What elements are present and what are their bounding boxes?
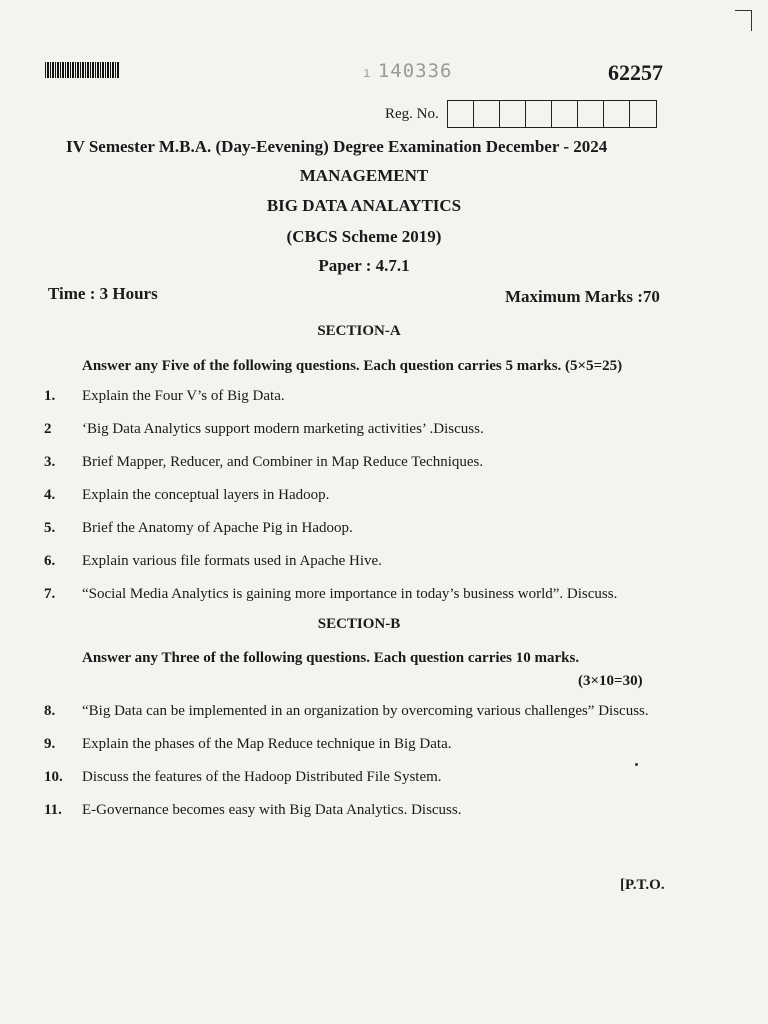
question-number: 8.: [44, 703, 56, 719]
question-text: Explain the conceptual layers in Hadoop.: [82, 487, 330, 503]
barcode-icon: [45, 62, 119, 78]
section-b-heading: SECTION-B: [317, 616, 401, 632]
stamp-number: ı 140336: [363, 60, 453, 82]
question-text: Explain the phases of the Map Reduce technique in Big Data.: [82, 736, 452, 752]
reg-no-box: [448, 101, 474, 127]
question-number: 9.: [44, 736, 56, 752]
reg-no: [385, 100, 657, 128]
question-item: [44, 769, 442, 786]
section-a-heading: SECTION-A: [317, 323, 401, 339]
reg-no-box: [526, 101, 552, 127]
question-number: 10.: [44, 769, 63, 785]
reg-no-box: [630, 101, 656, 127]
question-number: 6.: [44, 553, 56, 569]
question-number: 5.: [44, 520, 56, 536]
question-text: Brief the Anatomy of Apache Pig in Hadoop.: [82, 520, 353, 536]
reg-no-boxes: [447, 100, 657, 128]
reg-no-box: [474, 101, 500, 127]
question-item: [44, 520, 353, 537]
question-item: [44, 487, 329, 504]
question-text: Discuss the features of the Hadoop Distributed File System.: [82, 769, 442, 785]
question-number: 4.: [44, 487, 56, 503]
question-item: [44, 736, 451, 753]
scheme-title: (CBCS Scheme 2019): [286, 227, 442, 246]
corner-mark: [735, 10, 752, 31]
question-text: E-Governance becomes easy with Big Data Analytics. Discuss.: [82, 802, 462, 818]
ink-dot: [635, 763, 638, 766]
question-item: [44, 454, 483, 471]
question-number: 1.: [44, 388, 56, 404]
section-b-marks: (3×10=30): [578, 673, 643, 689]
paper-code: 62257: [608, 60, 663, 85]
course-title: BIG DATA ANALAYTICS: [266, 196, 462, 215]
question-item: [44, 802, 461, 819]
paper-number: Paper : 4.7.1: [318, 256, 410, 275]
question-number: 3.: [44, 454, 56, 470]
question-number: 11.: [44, 802, 62, 818]
section-b-instruction: Answer any Three of the following questions. Each question carries 10 marks.: [82, 650, 580, 666]
question-text: “Social Media Analytics is gaining more importance in today’s business world”. Discuss.: [82, 586, 618, 602]
question-text: “Big Data can be implemented in an organization by overcoming various challenges” Discuss.: [82, 703, 649, 719]
question-item: [44, 703, 649, 720]
exam-title: IV Semester M.B.A. (Day-Eevening) Degree Examination December - 2024: [66, 137, 608, 156]
time-allowed: Time : 3 Hours: [48, 284, 158, 303]
question-number: 7.: [44, 586, 56, 602]
reg-no-box: [604, 101, 630, 127]
reg-no-box: [578, 101, 604, 127]
question-item: [44, 388, 285, 405]
question-text: Brief Mapper, Reducer, and Combiner in Map Reduce Techniques.: [82, 454, 484, 470]
max-marks: Maximum Marks :70: [505, 287, 660, 306]
subject-title: MANAGEMENT: [299, 166, 429, 185]
question-text: Explain various file formats used in Apache Hive.: [82, 553, 382, 569]
reg-no-box: [500, 101, 526, 127]
section-a-instruction: Answer any Five of the following questions. Each question carries 5 marks. (5×5=25): [82, 358, 623, 374]
question-item: [44, 586, 617, 603]
question-number: 2: [44, 421, 52, 437]
question-item: [44, 553, 382, 570]
pto-label: [P.T.O.: [620, 877, 665, 893]
reg-no-box: [552, 101, 578, 127]
question-text: ‘Big Data Analytics support modern marketing activities’ .Discuss.: [82, 421, 484, 437]
question-text: Explain the Four V’s of Big Data.: [82, 388, 285, 404]
reg-no-label: Reg. No.: [385, 105, 439, 122]
question-item: [44, 421, 484, 438]
